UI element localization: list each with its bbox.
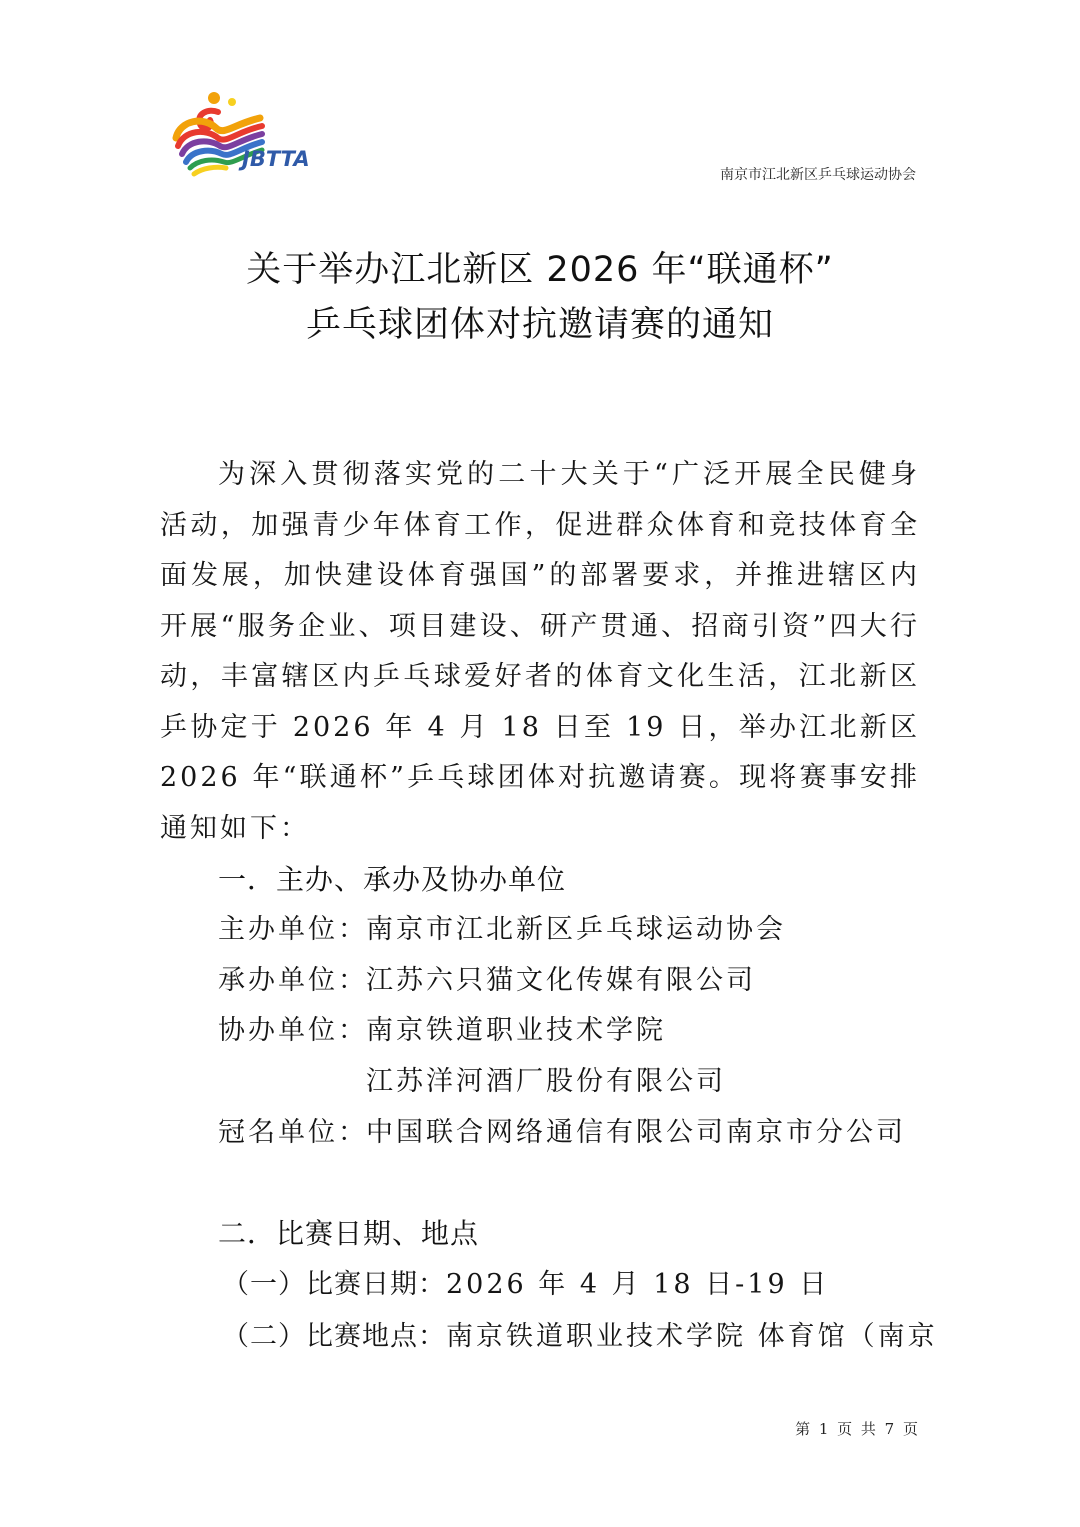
organizer-label: 承办单位： <box>218 965 368 996</box>
section1-heading: 一．主办、承办及协办单位 <box>218 863 567 896</box>
venue-value: 南京铁道职业技术学院 体育馆（南京 <box>446 1321 938 1352</box>
intro-paragraph: 为深入贯彻落实党的二十大关于“广泛开展全民健身活动，加强青少年体育工作，促进群众体育和竞技体育全面发展，加快建设体育强国”的部署要求，并推进辖区内开展“服务企业、项目建设、研产贯通、招商引资”四大行动，丰富辖区内乒乓球爱好者的体育文化生活，江北新区乒协定于 2026 年 4 月 18 日至 19 日，举办江北新区 2026 年“联通杯”乒乓球团体对抗邀请赛。现将赛事安排通知如下： <box>160 459 920 844</box>
venue-label: （二）比赛地点： <box>222 1321 446 1352</box>
date-row <box>222 1263 829 1307</box>
co-organizer-row <box>218 1009 666 1053</box>
jbtta-logo <box>170 88 320 178</box>
host-row <box>218 908 786 952</box>
sponsor-value: 中国联合网络通信有限公司南京市分公司 <box>366 1117 906 1148</box>
title-line-2: 乒乓球团体对抗邀请赛的通知 <box>305 305 774 345</box>
org-header: 南京市江北新区乒乓球运动协会 <box>720 167 916 183</box>
sponsor-label: 冠名单位： <box>218 1117 368 1148</box>
co-organizer-label: 协办单位： <box>218 1015 368 1046</box>
co-organizer-row-2 <box>218 1060 726 1104</box>
co-organizer-value-2: 江苏洋河酒厂股份有限公司 <box>366 1066 726 1097</box>
host-value: 南京市江北新区乒乓球运动协会 <box>366 914 786 945</box>
document-title <box>0 243 1080 353</box>
svg-text:JBTTA: JBTTA <box>242 147 310 171</box>
title-line-1: 关于举办江北新区 2026 年“联通杯” <box>246 250 834 290</box>
sponsor-row <box>218 1111 906 1155</box>
page-footer: 第 1 页 共 7 页 <box>795 1420 920 1438</box>
organizer-value: 江苏六只猫文化传媒有限公司 <box>366 965 756 996</box>
venue-row <box>222 1315 938 1359</box>
host-label: 主办单位： <box>218 914 368 945</box>
organizer-row <box>218 959 756 1003</box>
date-value: 2026 年 4 月 18 日-19 日 <box>446 1269 830 1300</box>
date-label: （一）比赛日期： <box>222 1269 446 1300</box>
section2-heading: 二．比赛日期、地点 <box>218 1217 480 1250</box>
co-organizer-value-1: 南京铁道职业技术学院 <box>366 1015 666 1046</box>
